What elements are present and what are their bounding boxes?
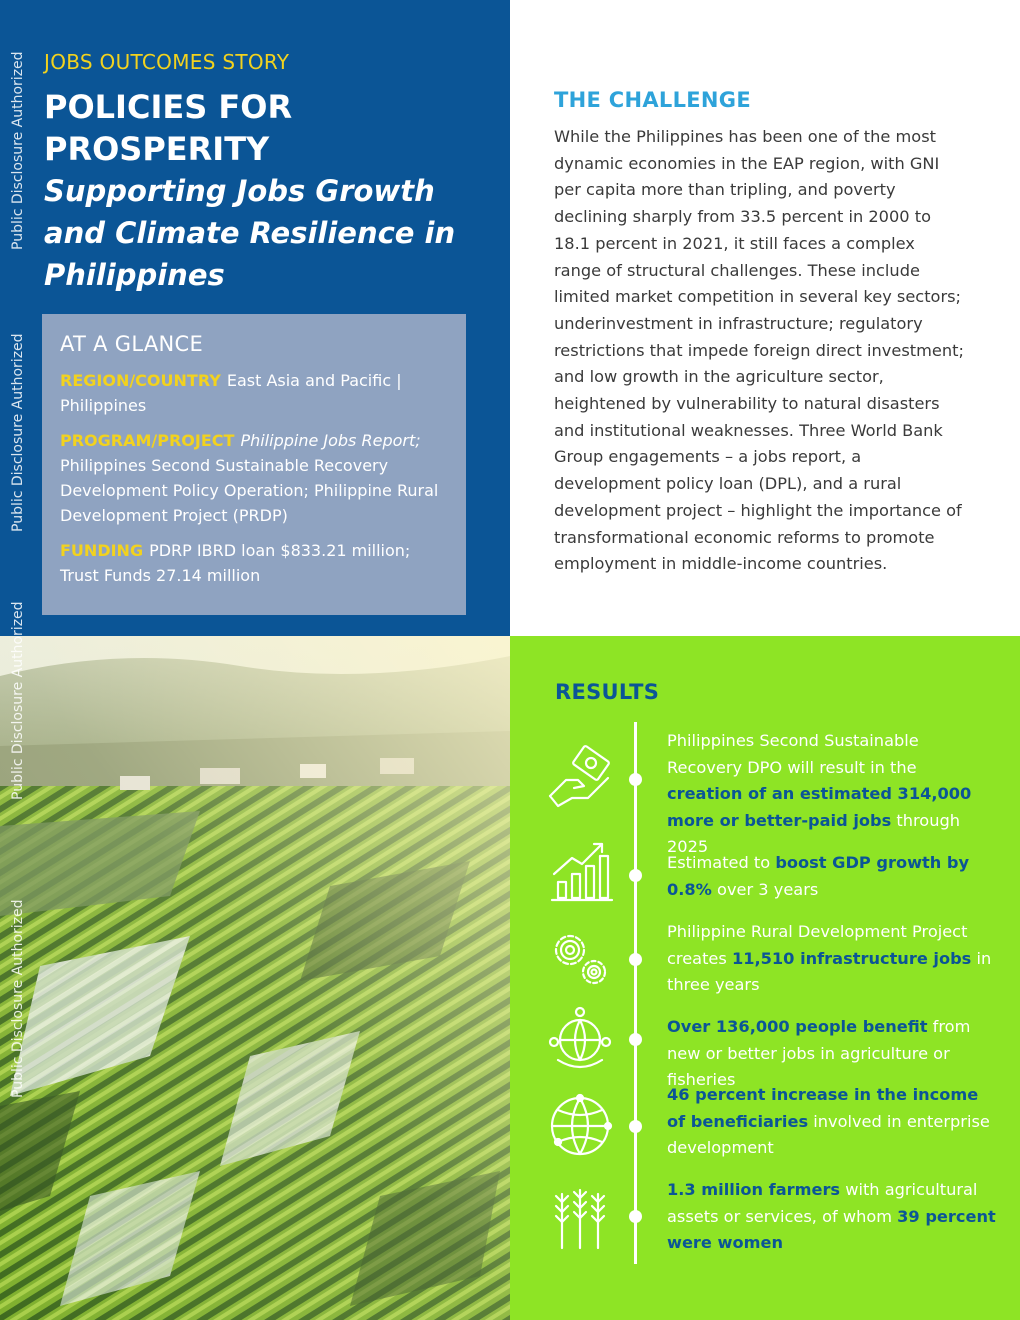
timeline-dot xyxy=(629,953,642,966)
kicker: JOBS OUTCOMES STORY xyxy=(44,50,290,74)
timeline-dot xyxy=(629,1210,642,1223)
program-key: PROGRAM/PROJECT xyxy=(60,431,235,450)
page-subtitle: Supporting Jobs Growth and Climate Resilience in Philippines xyxy=(44,174,456,292)
farm-fields-illustration xyxy=(0,636,510,1320)
funding-value: PDRP IBRD loan $833.21 million; Trust Funds 27.14 million xyxy=(60,541,411,585)
growth-chart-icon xyxy=(544,834,616,906)
result-item-2: Estimated to boost GDP growth by 0.8% over 3 years xyxy=(667,853,970,899)
results-heading: RESULTS xyxy=(555,680,660,704)
glance-heading: AT A GLANCE xyxy=(60,332,204,356)
funding-key: FUNDING xyxy=(60,541,144,560)
page-title: POLICIES FOR PROSPERITY xyxy=(44,88,293,168)
region-value: East Asia and Pacific | Philippines xyxy=(60,371,402,415)
challenge-body: While the Philippines has been one of the most dynamic economies in the EAP region, with GNI per capita more than tripling, and poverty declining sharply from 33.5 percent in 2000 to 18.1 percent in 2021, it still faces a complex range of structural challenges. These include limited market competition in several key sectors; underinvestment in infrastructure; regulatory restrictions that impede foreign direct investment; and low growth in the agriculture sector, heightened by vulnerability to natural disasters and institutional weaknesses. Three World Bank Group engagements – a jobs report, a development policy loan (DPL), and a rural development project – highlight the importance of transformational economic reforms to promote employment in middle-income countries. xyxy=(554,127,964,574)
region-key: REGION/COUNTRY xyxy=(60,371,221,390)
glance-funding xyxy=(60,538,448,588)
hand-money-icon xyxy=(544,744,616,816)
timeline-line xyxy=(634,722,637,1264)
timeline-dot xyxy=(629,773,642,786)
program-value: Philippines Second Sustainable Recovery Development Policy Operation; Philippine Rural Development Project (PRDP) xyxy=(60,456,439,525)
challenge-heading: THE CHALLENGE xyxy=(554,88,751,112)
glance-program xyxy=(60,428,448,528)
timeline-dot xyxy=(629,1120,642,1133)
header-panel xyxy=(0,0,510,636)
result-item-5: 46 percent increase in the income of beneficiaries involved in enterprise development xyxy=(667,1085,990,1157)
glance-region xyxy=(60,368,448,418)
results-panel xyxy=(510,636,1020,1320)
program-italic: Philippine Jobs Report; xyxy=(240,431,421,450)
result-item-1: Philippines Second Sustainable Recovery DPO will result in the creation of an estimated 314,000 more or better-paid jobs through 2025 xyxy=(667,731,972,856)
wheat-icon xyxy=(544,1182,616,1254)
result-item-6: 1.3 million farmers with agricultural assets or services, of whom 39 percent were women xyxy=(667,1180,996,1252)
result-item-4: Over 136,000 people benefit from new or better jobs in agriculture or fisheries xyxy=(667,1017,971,1089)
result-item-3: Philippine Rural Development Project creates 11,510 infrastructure jobs in three years xyxy=(667,922,992,994)
timeline-dot xyxy=(629,869,642,882)
at-a-glance-box xyxy=(42,314,466,615)
farm-fields-photo xyxy=(0,636,510,1320)
gears-icon xyxy=(544,922,616,994)
globe-network-icon xyxy=(544,1090,616,1162)
people-globe-icon xyxy=(544,1002,616,1074)
timeline-dot xyxy=(629,1033,642,1046)
challenge-panel xyxy=(510,0,1020,636)
